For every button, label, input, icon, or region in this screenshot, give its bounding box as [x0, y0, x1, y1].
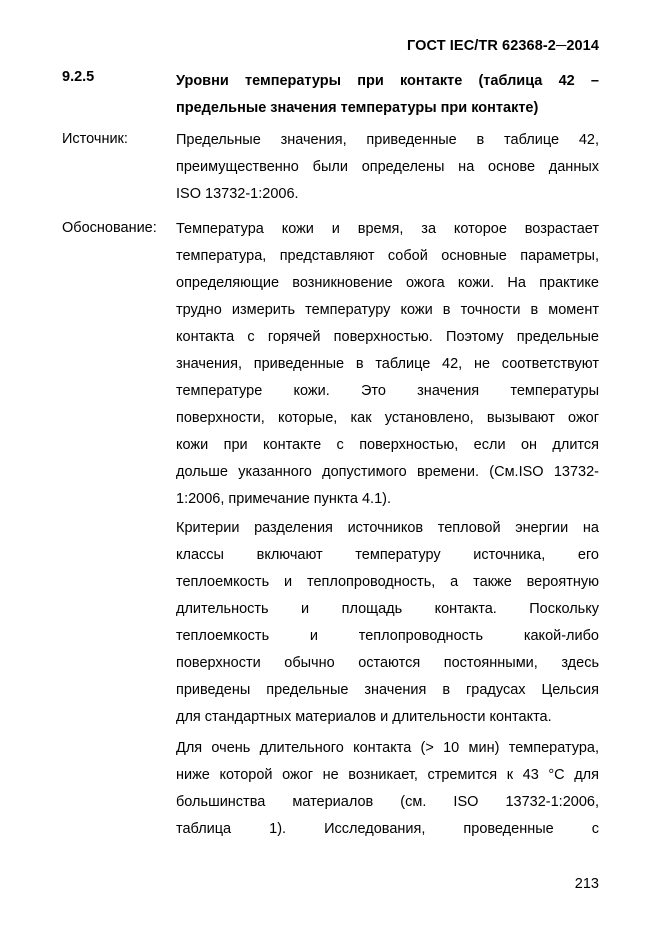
page-number: 213	[574, 876, 599, 892]
text-line: кожи при контакте с поверхностью, если он длится	[176, 437, 599, 453]
text-line: приведены предельные значения в градусах Цельсия	[176, 682, 599, 698]
text-line: длительность и площадь контакта. Поскольку	[176, 601, 599, 617]
text-line: дольше указанного допустимого времени. (См.ISO 13732-	[176, 464, 599, 480]
section-title-line: Уровни температуры при контакте (таблица 42 –	[176, 73, 599, 89]
text-line: поверхности, которые, как установлено, вызывают ожог	[176, 410, 599, 426]
section-title-line: предельные значения температуры при контакте)	[176, 100, 539, 116]
text-line: преимущественно были определены на основе данных	[176, 159, 599, 175]
text-line: значения, приведенные в таблице 42, не соответствуют	[176, 356, 599, 372]
text-line: 1:2006, примечание пункта 4.1).	[176, 491, 391, 507]
rationale-paragraph-2	[176, 515, 599, 731]
document-code-header: ГОСТ IEC/TR 62368-2─2014	[406, 38, 599, 54]
text-line: трудно измерить температуру кожи в точности в момент	[176, 302, 599, 318]
text-line: Для очень длительного контакта (> 10 мин) температура,	[176, 740, 599, 756]
text-line: поверхности обычно остаются постоянными, здесь	[176, 655, 599, 671]
text-line: температуре кожи. Это значения температуры	[176, 383, 599, 399]
text-line: классы включают температуру источника, его	[176, 547, 599, 563]
text-line: температура, представляют собой основные параметры,	[176, 248, 599, 264]
text-line: Предельные значения, приведенные в таблице 42,	[176, 132, 599, 148]
section-title	[176, 68, 599, 122]
rationale-paragraph-3	[176, 735, 599, 843]
source-paragraph	[176, 127, 599, 208]
text-line: Температура кожи и время, за которое возрастает	[176, 221, 599, 237]
text-line: определяющие возникновение ожога кожи. На практике	[176, 275, 599, 291]
rationale-label: Обоснование:	[62, 220, 157, 236]
text-line: ISO 13732-1:2006.	[176, 186, 299, 202]
text-line: Критерии разделения источников тепловой энергии на	[176, 520, 599, 536]
text-line: таблица 1). Исследования, проведенные с	[176, 821, 599, 837]
rationale-paragraph-1	[176, 216, 599, 513]
source-label: Источник:	[62, 131, 128, 147]
text-line: контакта с горячей поверхностью. Поэтому предельные	[176, 329, 599, 345]
text-line: для стандартных материалов и длительности контакта.	[176, 709, 552, 725]
text-line: теплоемкость и теплопроводность какой-либо	[176, 628, 599, 644]
section-number: 9.2.5	[62, 69, 95, 85]
text-line: ниже которой ожог не возникает, стремится к 43 °C для	[176, 767, 599, 783]
text-line: большинства материалов (см. ISO 13732-1:2006,	[176, 794, 599, 810]
text-line: теплоемкость и теплопроводность, а также вероятную	[176, 574, 599, 590]
